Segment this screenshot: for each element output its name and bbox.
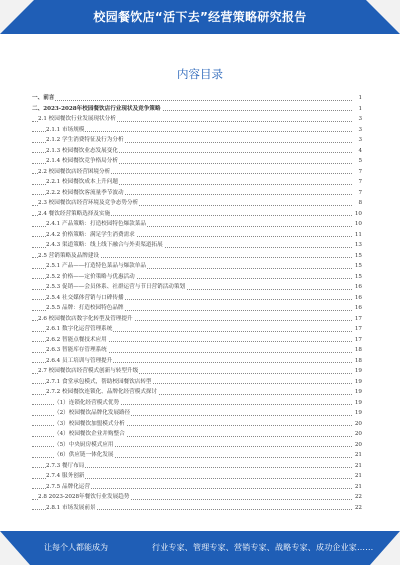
toc-entry[interactable] (32, 482, 362, 493)
toc-entry-page: 11 (352, 230, 362, 241)
toc-entry[interactable] (32, 450, 362, 461)
toc-entry-title: 2.2 校园餐饮店经营困境分析 (38, 167, 111, 178)
toc-entry-page: 10 (352, 219, 362, 230)
page-header (0, 0, 400, 34)
toc-entry-title: 2.7.2 校园餐饮连锁化、品牌化经营模式探讨 (46, 387, 158, 398)
toc-entry-page: 17 (352, 314, 362, 325)
toc-entry[interactable] (32, 198, 362, 209)
toc-entry-page: 20 (352, 429, 362, 440)
toc-entry[interactable] (32, 272, 362, 283)
toc-entry-title: 2.5.3 促销——会员体系、社群运营与节日营销活动策划 (46, 282, 186, 293)
toc-entry[interactable] (32, 282, 362, 293)
toc-entry-page: 3 (352, 125, 362, 136)
toc-entry[interactable] (32, 177, 362, 188)
toc-entry-title: 2.4.1 产品策略：打造校园特色爆款菜品 (46, 219, 147, 230)
toc-entry-page: 19 (352, 387, 362, 398)
toc-entry-page: 5 (352, 156, 362, 167)
toc-entry[interactable] (32, 209, 362, 220)
toc-entry-page: 15 (352, 251, 362, 262)
toc-entry-page: 1 (352, 104, 362, 115)
footer-slogan-right: 行业专家、管理专家、营销专家、战略专家、成功企业家…… (152, 543, 374, 552)
toc-entry-title: （2）校园餐饮品牌化发展路径 (54, 408, 131, 419)
toc-entry[interactable] (32, 314, 362, 325)
toc-entry-page: 13 (352, 240, 362, 251)
toc-entry-page: 7 (352, 177, 362, 188)
toc-entry[interactable] (32, 345, 362, 356)
toc-entry[interactable] (32, 156, 362, 167)
toc-entry-title: 2.4.2 价格策略：满足学生消费需求 (46, 230, 136, 241)
toc-entry-page: 16 (352, 282, 362, 293)
toc-entry[interactable] (32, 440, 362, 451)
page-footer (0, 531, 400, 565)
toc-entry-title: 2.3 校园餐饮店经营环境及竞争态势分析 (38, 198, 139, 209)
toc-entry-title: 2.1.4 校园餐饮竞争格局分析 (46, 156, 119, 167)
toc-entry-title: 2.4 餐饮经营策略选择及实施 (38, 209, 111, 220)
toc-entry-page: 10 (352, 209, 362, 220)
toc-entry[interactable] (32, 219, 362, 230)
toc-entry-title: 2.4.3 渠道策略：线上线下融合与外卖渠道拓展 (46, 240, 164, 251)
toc-entry-title: 2.7.4 服务创新 (46, 471, 85, 482)
toc-entry[interactable] (32, 114, 362, 125)
toc-entry-title: 2.7.5 品牌化运营 (46, 482, 91, 493)
toc-entry-title: （1）连锁化经营模式优势 (54, 398, 120, 409)
toc-entry-title: 2.6.4 员工培训与管理提升 (46, 356, 113, 367)
toc-entry[interactable] (32, 303, 362, 314)
toc-entry[interactable] (32, 167, 362, 178)
table-of-contents (32, 93, 362, 513)
toc-entry-page: 17 (352, 324, 362, 335)
toc-entry-title: 2.1.2 学生消费特征及行为分析 (46, 135, 125, 146)
toc-entry-page: 18 (352, 356, 362, 367)
toc-entry-title: 2.7.1 食堂承包模式，帮助校园餐饮店转型 (46, 377, 153, 388)
toc-entry-page: 21 (352, 461, 362, 472)
toc-entry-page: 19 (352, 398, 362, 409)
toc-entry-title: 2.7 校园餐饮店经营模式创新与转型升级 (38, 366, 139, 377)
toc-entry[interactable] (32, 293, 362, 304)
toc-entry[interactable] (32, 419, 362, 430)
toc-entry-title: （4）校园餐饮企业并购整合 (54, 429, 126, 440)
toc-entry-page: 19 (352, 408, 362, 419)
toc-entry-title: 2.6.1 数字化运营管理系统 (46, 324, 113, 335)
toc-entry[interactable] (32, 135, 362, 146)
toc-entry-title: 二、2023-2028年校园餐饮店行业现状及竞争策略 (32, 104, 162, 115)
toc-entry-page: 3 (352, 114, 362, 125)
toc-entry-page: 21 (352, 450, 362, 461)
toc-entry-title: 2.6 校园餐饮店数字化转型及管理提升 (38, 314, 134, 325)
header-right-decoration (366, 0, 400, 34)
toc-entry-title: 2.5.5 品牌：打造校园特色品牌 (46, 303, 125, 314)
toc-entry[interactable] (32, 240, 362, 251)
toc-entry-page: 15 (352, 261, 362, 272)
toc-entry[interactable] (32, 230, 362, 241)
toc-entry-page: 7 (352, 188, 362, 199)
toc-entry-page: 20 (352, 440, 362, 451)
toc-entry-title: 2.6.2 智能点餐技术应用 (46, 335, 108, 346)
toc-entry[interactable] (32, 93, 362, 104)
toc-entry-title: 2.1.3 校园餐饮业态发展变化 (46, 146, 119, 157)
toc-entry-title: 2.5.2 价格——定价策略与优惠活动 (46, 272, 136, 283)
toc-entry-page: 21 (352, 471, 362, 482)
toc-entry-page: 4 (352, 146, 362, 157)
footer-slogan-left: 让每个人都能成为 (44, 543, 108, 552)
toc-entry-page: 1 (352, 93, 362, 104)
toc-entry-page: 17 (352, 335, 362, 346)
toc-entry[interactable] (32, 408, 362, 419)
toc-entry[interactable] (32, 366, 362, 377)
toc-entry-title: 2.5.1 产品——打造特色菜品与爆款单品 (46, 261, 147, 272)
toc-entry-page: 15 (352, 272, 362, 283)
toc-entry[interactable] (32, 461, 362, 472)
toc-entry[interactable] (32, 356, 362, 367)
toc-entry[interactable] (32, 261, 362, 272)
header-left-decoration (0, 0, 34, 34)
toc-entry-page: 20 (352, 419, 362, 430)
toc-entry[interactable] (32, 335, 362, 346)
toc-entry-page: 19 (352, 377, 362, 388)
toc-entry[interactable] (32, 251, 362, 262)
toc-entry-title: 2.8.1 市场发展前景 (46, 503, 97, 514)
footer-right-decoration (370, 531, 400, 565)
toc-entry-page: 22 (352, 492, 362, 503)
toc-entry-title: （6）供应链一体化发展 (54, 450, 115, 461)
toc-entry-page: 3 (352, 135, 362, 146)
toc-entry[interactable] (32, 471, 362, 482)
toc-entry-page: 8 (352, 198, 362, 209)
toc-entry-page: 19 (352, 366, 362, 377)
toc-entry-title: 2.8 2023-2028年餐饮行业发展趋势 (38, 492, 130, 503)
toc-entry-title: 2.6.3 智能库存管理系统 (46, 345, 108, 356)
toc-entry-title: 2.5 营销策略及品牌建设 (38, 251, 100, 262)
toc-entry[interactable] (32, 492, 362, 503)
toc-entry-page: 7 (352, 167, 362, 178)
toc-entry-title: 2.1.1 市场规模 (46, 125, 85, 136)
toc-entry[interactable] (32, 503, 362, 514)
toc-entry-title: 一、前言 (32, 93, 55, 104)
toc-heading: 内容目录 (177, 67, 223, 81)
toc-entry-title: 2.5.4 社交媒体营销与口碑传播 (46, 293, 125, 304)
toc-entry[interactable] (32, 104, 362, 115)
toc-entry-title: 2.2.2 校园餐饮客流量季节波动 (46, 188, 125, 199)
toc-entry[interactable] (32, 387, 362, 398)
toc-entry-page: 21 (352, 482, 362, 493)
toc-entry-page: 18 (352, 345, 362, 356)
toc-entry-title: 2.2.1 校园餐饮成本上升问题 (46, 177, 119, 188)
toc-entry-page: 22 (352, 503, 362, 514)
toc-entry[interactable] (32, 146, 362, 157)
toc-entry[interactable] (32, 377, 362, 388)
toc-entry[interactable] (32, 429, 362, 440)
footer-left-decoration (0, 531, 30, 565)
toc-leader-dots (32, 100, 352, 101)
toc-entry-title: （5）中央厨房模式应用 (54, 440, 115, 451)
toc-entry-title: （3）校园餐饮加盟模式分析 (54, 419, 126, 430)
toc-entry[interactable] (32, 324, 362, 335)
report-title: 校园餐饮店“活下去”经营策略研究报告 (93, 10, 307, 24)
toc-entry[interactable] (32, 398, 362, 409)
toc-entry[interactable] (32, 188, 362, 199)
toc-entry-page: 16 (352, 303, 362, 314)
toc-entry[interactable] (32, 125, 362, 136)
toc-entry-title: 2.7.3 餐厅布局 (46, 461, 85, 472)
toc-entry-page: 16 (352, 293, 362, 304)
toc-entry-title: 2.1 校园餐饮行业发展现状分析 (38, 114, 117, 125)
